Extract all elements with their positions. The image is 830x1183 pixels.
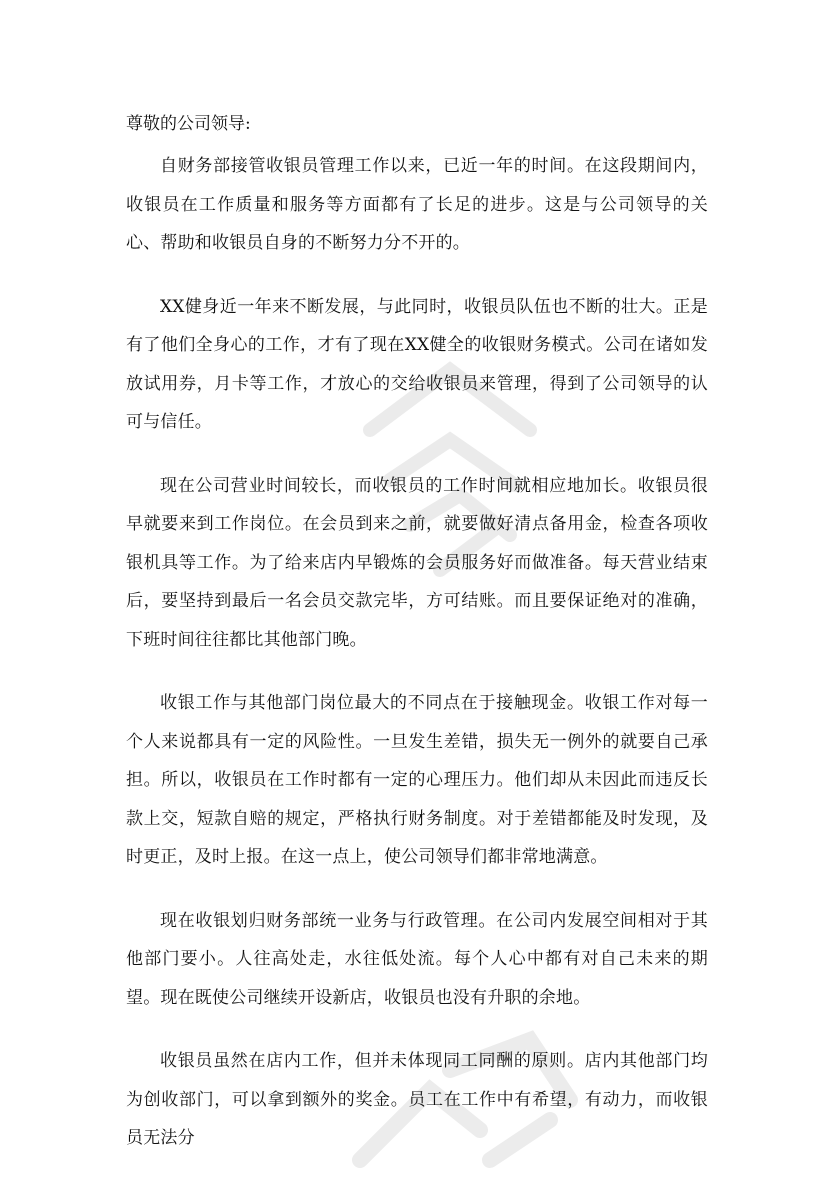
paragraph-1: 自财务部接管收银员管理工作以来，已近一年的时间。在这段期间内，收银员在工作质量和服务等方面都有了长足的进步。这是与公司领导的关心、帮助和收银员自身的不断努力分不开的。 [126, 156, 708, 253]
salutation: 尊敬的公司领导: [126, 114, 251, 134]
paragraph-4: 收银工作与其他部门岗位最大的不同点在于接触现金。收银工作对每一个人来说都具有一定的风险性。一旦发生差错，损失无一例外的就要自己承担。所以，收银员在工作时都有一定的心理压力。他们却从未因此而违反长款上交，短款自赔的规定，严格执行财务制度。对于差错都能及时发现，及时更正，及时上报。在这一点上，使公司领导们都非常地满意。 [126, 693, 708, 867]
paragraph-5: 现在收银划归财务部统一业务与行政管理。在公司内发展空间相对于其他部门要小。人往高处走，水往低处流。每个人心中都有对自己未来的期望。现在既使公司继续开设新店，收银员也没有升职的余地。 [126, 910, 708, 1008]
paragraph-2: XX健身近一年来不断发展，与此同时，收银员队伍也不断的壮大。正是有了他们全身心的工作，才有了现在XX健全的收银财务模式。公司在诸如发放试用券，月卡等工作，才放心的交给收银员来管理，得到了公司领导的认可与信任。 [126, 296, 708, 432]
paragraph-3: 现在公司营业时间较长，而收银员的工作时间就相应地加长。收银员很早就要来到工作岗位。在会员到来之前，就要做好清点备用金，检查各项收银机具等工作。为了给来店内早锻炼的会员服务好而做准备。每天营业结束后，要坚持到最后一名会员交款完毕，方可结账。而且要保证绝对的准确，下班时间往往都比其他部门晚。 [126, 475, 708, 650]
letter-body [126, 147, 708, 1183]
paragraph-6: 收银员虽然在店内工作，但并未体现同工同酬的原则。店内其他部门均为创收部门，可以拿到额外的奖金。员工在工作中有希望，有动力，而收银员无法分 [126, 1051, 708, 1148]
